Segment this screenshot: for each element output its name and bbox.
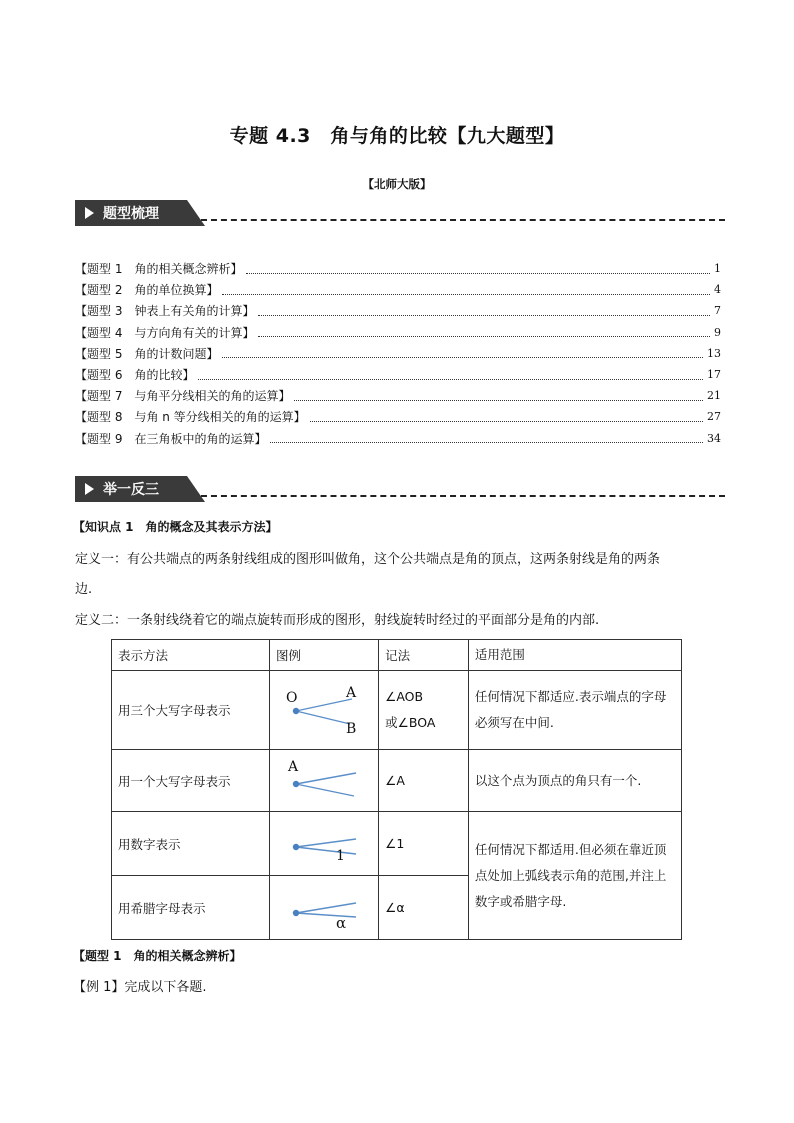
table-of-contents <box>75 258 721 449</box>
angle-diagram <box>270 680 376 740</box>
notation-cell: ∠1 <box>379 812 469 876</box>
table-header-cell: 表示方法 <box>112 640 270 671</box>
toc-item-label: 【题型 2 角的单位换算】 <box>75 283 219 298</box>
edition-label: 【北师大版】 <box>362 177 432 191</box>
scope-cell: 任何情况下都适应.表示端点的字母必须写在中间. <box>468 671 681 750</box>
vertex-label: O <box>286 690 298 706</box>
practice-section-title: 举一反三 <box>103 482 159 498</box>
vertex-label: A <box>288 758 299 775</box>
toc-item-page: 7 <box>714 304 721 318</box>
angle-number-label: 1 <box>336 847 345 864</box>
toc-item[interactable] <box>75 322 721 343</box>
toc-item-label: 【题型 4 与方向角有关的计算】 <box>75 325 255 340</box>
angle-greek-label: α <box>336 913 347 932</box>
angle-figure-three-letters <box>270 680 376 740</box>
figure-cell <box>270 750 379 812</box>
toc-item[interactable] <box>75 343 721 364</box>
definition-one-line1: 定义一：有公共端点的两条射线组成的图形叫做角，这个公共端点是角的顶点，这两条射线是角的两条 <box>75 552 661 567</box>
method-cell: 用希腊字母表示 <box>112 876 270 940</box>
example-prompt: 【例 1】完成以下各题. <box>73 980 207 995</box>
toc-item-page: 4 <box>714 283 721 297</box>
notation-cell <box>379 671 469 750</box>
toc-leader-dots <box>198 370 703 380</box>
angle-notation-table <box>111 639 682 940</box>
table-header-cell: 图例 <box>270 640 379 671</box>
definition-one <box>75 545 715 605</box>
toc-item-page: 17 <box>707 368 721 382</box>
question-type-heading: 【题型 1 角的相关概念辨析】 <box>73 949 242 963</box>
toc-item-page: 34 <box>707 431 721 445</box>
scope-cell: 以这个点为顶点的角只有一个. <box>468 750 681 812</box>
toc-section-title: 题型梳理 <box>103 206 159 222</box>
figure-cell <box>270 812 379 876</box>
angle-figure-greek <box>270 883 376 933</box>
notation-text: ∠AOB <box>385 689 424 704</box>
table-header-cell: 适用范围 <box>468 640 681 671</box>
toc-leader-dots <box>258 306 710 316</box>
toc-item-label: 【题型 6 角的比较】 <box>75 368 195 383</box>
table-row <box>112 750 682 812</box>
table-header-cell: 记法 <box>379 640 469 671</box>
ray-label: B <box>346 721 357 737</box>
banner-dash-line <box>201 495 725 497</box>
knowledge-point-heading: 【知识点 1 角的概念及其表示方法】 <box>73 520 278 534</box>
banner-dash-line <box>201 219 725 221</box>
method-cell: 用三个大写字母表示 <box>112 671 270 750</box>
toc-item[interactable] <box>75 428 721 449</box>
play-arrow-icon <box>85 483 94 495</box>
toc-item[interactable] <box>75 364 721 385</box>
angle-figure-number <box>270 819 376 869</box>
toc-leader-dots <box>222 285 710 295</box>
toc-leader-dots <box>222 348 703 358</box>
method-cell: 用一个大写字母表示 <box>112 750 270 812</box>
angle-diagram <box>270 819 376 869</box>
toc-item-page: 9 <box>714 325 721 339</box>
definition-two: 定义二：一条射线绕着它的端点旋转而形成的图形，射线旋转时经过的平面部分是角的内部. <box>75 613 600 628</box>
document-title: 专题 4.3 角与角的比较【九大题型】 <box>229 125 565 147</box>
toc-item-page: 21 <box>707 389 721 403</box>
toc-leader-dots <box>246 264 710 274</box>
toc-leader-dots <box>310 412 703 422</box>
notation-cell: ∠α <box>379 876 469 940</box>
toc-item-page: 1 <box>714 262 721 276</box>
toc-item-label: 【题型 9 在三角板中的角的运算】 <box>75 431 267 446</box>
angle-diagram <box>270 883 376 933</box>
toc-item-label: 【题型 8 与角 n 等分线相关的角的运算】 <box>75 410 306 425</box>
toc-item-label: 【题型 7 与角平分线相关的角的运算】 <box>75 389 291 404</box>
toc-leader-dots <box>294 391 703 401</box>
ray-label: A <box>346 685 357 701</box>
play-arrow-icon <box>85 207 94 219</box>
toc-leader-dots <box>258 327 710 337</box>
notation-cell: ∠A <box>379 750 469 812</box>
toc-item[interactable] <box>75 279 721 300</box>
toc-item[interactable] <box>75 385 721 406</box>
toc-item-page: 27 <box>707 410 721 424</box>
table-header-row <box>112 640 682 671</box>
angle-figure-one-letter <box>270 756 376 806</box>
toc-item[interactable] <box>75 300 721 321</box>
table-row <box>112 671 682 750</box>
toc-item[interactable] <box>75 258 721 279</box>
angle-diagram <box>270 756 376 806</box>
toc-leader-dots <box>270 433 703 443</box>
toc-item-label: 【题型 5 角的计数问题】 <box>75 346 219 361</box>
practice-section-banner <box>75 476 725 502</box>
toc-item-label: 【题型 1 角的相关概念辨析】 <box>75 262 243 277</box>
figure-cell <box>270 671 379 750</box>
toc-item[interactable] <box>75 406 721 427</box>
definition-one-line2: 边. <box>75 582 93 597</box>
scope-cell-merged: 任何情况下都适用.但必须在靠近顶点处加上弧线表示角的范围,并注上数字或希腊字母. <box>468 812 681 940</box>
toc-item-label: 【题型 3 钟表上有关角的计算】 <box>75 304 255 319</box>
toc-section-banner <box>75 200 725 226</box>
method-cell: 用数字表示 <box>112 812 270 876</box>
notation-text: 或∠BOA <box>385 715 436 730</box>
figure-cell <box>270 876 379 940</box>
toc-item-page: 13 <box>707 346 721 360</box>
table-row <box>112 812 682 876</box>
